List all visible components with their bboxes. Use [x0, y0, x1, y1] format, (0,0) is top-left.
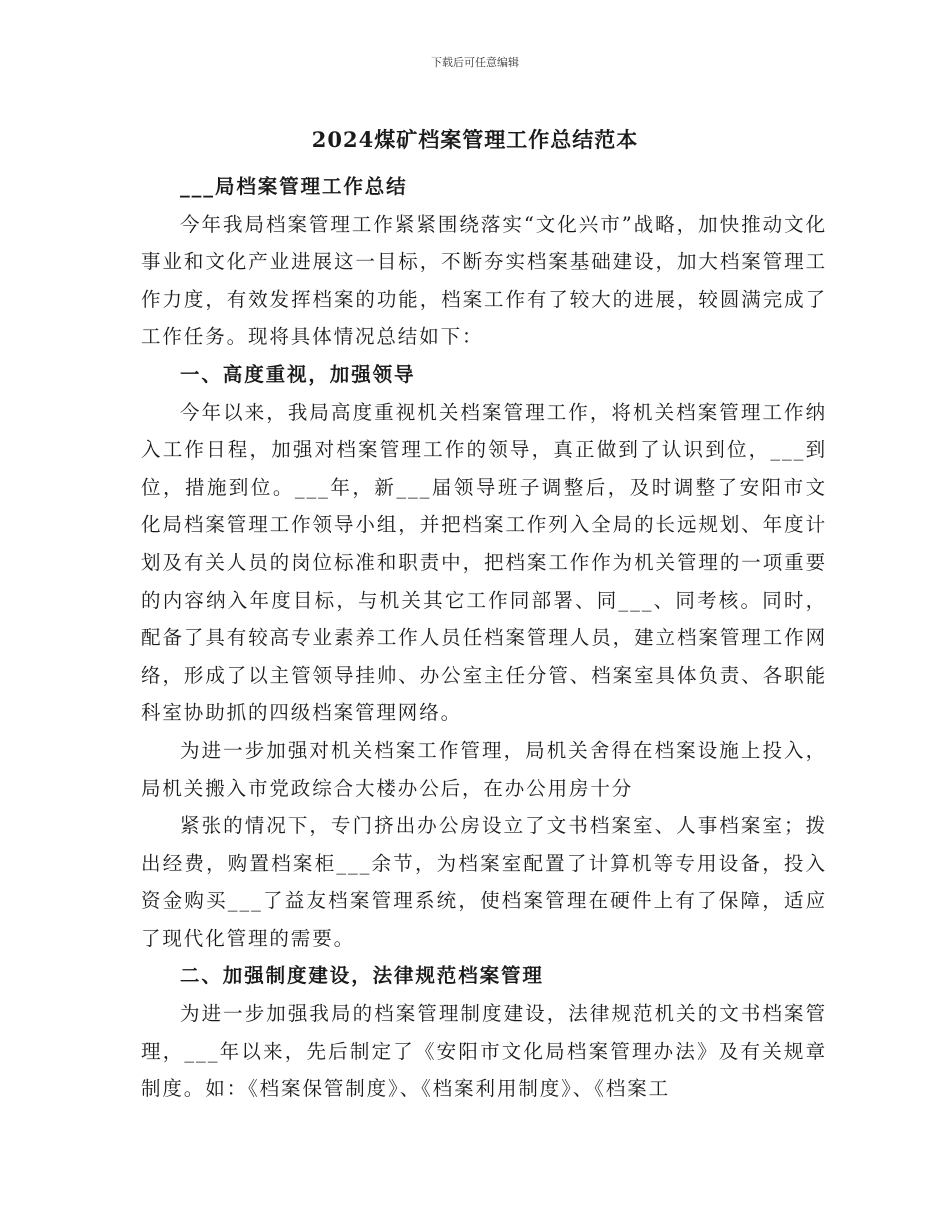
body-paragraph: 紧张的情况下，专门挤出办公房设立了文书档案室、人事档案室；拨出经费，购置档案柜___余节，为档案室配置了计算机等专用设备，投入资金购买___了益友档案管理系统，使档案管理在硬件上有了保障，适应了现代化管理的需要。 [141, 814, 827, 950]
header-note: 下载后可任意编辑 [431, 56, 519, 69]
body-paragraph: 为进一步加强对机关档案工作管理，局机关舍得在档案设施上投入，局机关搬入市党政综合大楼办公后，在办公用房十分 [141, 738, 827, 800]
section-heading: 一、高度重视，加强领导 [180, 362, 416, 386]
body-paragraph: 今年以来，我局高度重视机关档案管理工作，将机关档案管理工作纳入工作日程，加强对档案管理工作的领导，真正做到了认识到位，___到位，措施到位。___年，新___届领导班子调整后，及时调整了安阳市文化局档案管理工作领导小组，并把档案工作列入全局的长远规划、年度计划及有关人员的岗位标准和职责中，把档案工作作为机关管理的一项重要的内容纳入年度目标，与机关其它工作同部署、同___、同考核。同时，配备了具有较高专业素养工作人员任档案管理人员，建立档案管理工作网络，形成了以主管领导挂帅、办公室主任分管、档案室具体负责、各职能科室协助抓的四级档案管理网络。 [141, 400, 827, 725]
document-title: 2024煤矿档案管理工作总结范本 [311, 127, 639, 152]
body-paragraph: 为进一步加强我局的档案管理制度建设，法律规范机关的文书档案管理，___年以来，先后制定了《安阳市文化局档案管理办法》及有关规章制度。如：《档案保管制度》、《档案利用制度》、《档案工 [141, 1002, 827, 1101]
document-body [141, 168, 827, 1108]
section-heading: ___局档案管理工作总结 [180, 175, 408, 198]
body-paragraph: 今年我局档案管理工作紧紧围绕落实“文化兴市”战略，加快推动文化事业和文化产业进展这一目标，不断夯实档案基础建设，加大档案管理工作力度，有效发挥档案的功能，档案工作有了较大的进展，较圆满完成了工作任务。现将具体情况总结如下： [141, 212, 827, 349]
section-heading: 二、加强制度建设，法律规范档案管理 [180, 964, 544, 988]
